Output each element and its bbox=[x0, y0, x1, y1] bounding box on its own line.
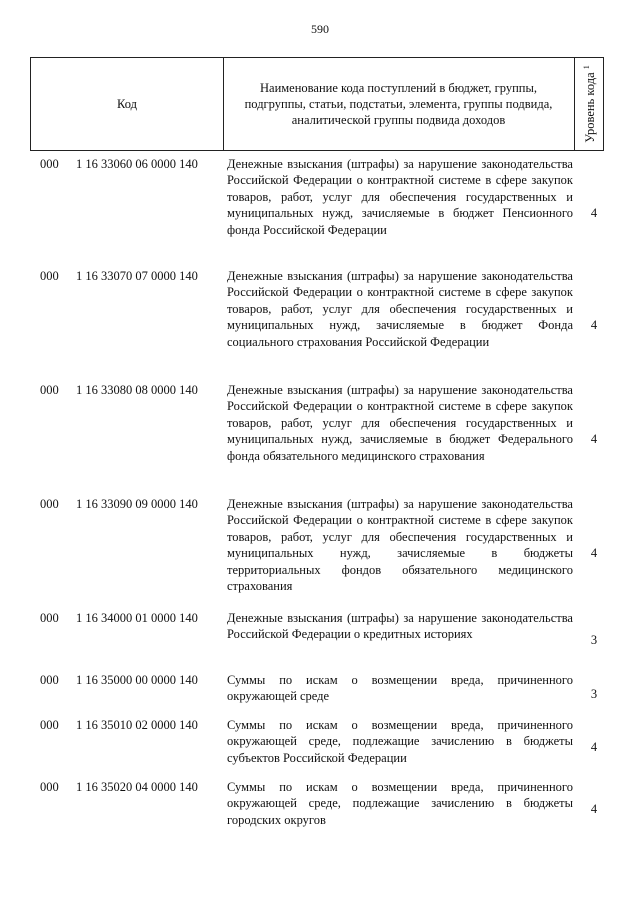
admin-code: 000 bbox=[40, 673, 59, 687]
page-number: 590 bbox=[311, 22, 329, 36]
header-name bbox=[223, 58, 575, 150]
header-code-label: Код bbox=[117, 96, 137, 111]
admin-code: 000 bbox=[40, 780, 59, 794]
income-code: 1 16 34000 01 0000 140 bbox=[76, 611, 198, 625]
income-code: 1 16 33080 08 0000 140 bbox=[76, 383, 198, 397]
code-level: 4 bbox=[590, 802, 598, 816]
admin-code: 000 bbox=[40, 497, 59, 511]
income-description: Денежные взыскания (штрафы) за нарушение законодательства Российской Федерации о контрактной системе в сфере закупок товаров, работ, услуг для обеспечения государственных и муниципальных нужд, зачисляемые в бюджеты территориальных фондов обязательного медицинского страхования bbox=[227, 497, 573, 594]
admin-code: 000 bbox=[40, 718, 59, 732]
header-level-text: Уровень кода bbox=[583, 72, 598, 143]
income-code: 1 16 33070 07 0000 140 bbox=[76, 269, 198, 283]
income-description: Суммы по искам о возмещении вреда, причиненного окружающей среде, подлежащие зачислению в бюджеты субъектов Российской Федерации bbox=[227, 718, 573, 765]
code-level: 3 bbox=[590, 687, 598, 701]
income-code: 1 16 35000 00 0000 140 bbox=[76, 673, 198, 687]
income-code: 1 16 33060 06 0000 140 bbox=[76, 157, 198, 171]
table-header bbox=[30, 57, 604, 151]
income-code: 1 16 33090 09 0000 140 bbox=[76, 497, 198, 511]
admin-code: 000 bbox=[40, 157, 59, 171]
income-description: Денежные взыскания (штрафы) за нарушение законодательства Российской Федерации о кредитных историях bbox=[227, 611, 573, 642]
code-level: 4 bbox=[590, 318, 598, 332]
admin-code: 000 bbox=[40, 269, 59, 283]
code-level: 4 bbox=[590, 740, 598, 754]
header-level-footnote: 1 bbox=[581, 65, 591, 70]
income-code: 1 16 35010 02 0000 140 bbox=[76, 718, 198, 732]
code-level: 4 bbox=[590, 432, 598, 446]
code-level: 3 bbox=[590, 633, 598, 647]
admin-code: 000 bbox=[40, 383, 59, 397]
admin-code: 000 bbox=[40, 611, 59, 625]
header-level-label bbox=[582, 65, 598, 143]
income-description: Суммы по искам о возмещении вреда, причиненного окружающей среде bbox=[227, 673, 573, 704]
code-level: 4 bbox=[590, 206, 598, 220]
income-code: 1 16 35020 04 0000 140 bbox=[76, 780, 198, 794]
income-description: Суммы по искам о возмещении вреда, причиненного окружающей среде, подлежащие зачислению в бюджеты городских округов bbox=[227, 780, 573, 827]
income-description: Денежные взыскания (штрафы) за нарушение законодательства Российской Федерации о контрактной системе в сфере закупок товаров, работ, услуг для обеспечения государственных и муниципальных нужд, зачисляемые в бюджет Федерального фонда обязательного медицинского страхования bbox=[227, 383, 573, 463]
income-description: Денежные взыскания (штрафы) за нарушение законодательства Российской Федерации о контрактной системе в сфере закупок товаров, работ, услуг для обеспечения государственных и муниципальных нужд, зачисляемые в бюджет Пенсионного фонда Российской Федерации bbox=[227, 157, 573, 237]
code-level: 4 bbox=[590, 546, 598, 560]
header-name-label: Наименование кода поступлений в бюджет, группы, подгруппы, статьи, подстатьи, элемента, группы подвида, аналитической группы подвида доходов bbox=[244, 81, 553, 127]
header-code bbox=[31, 58, 224, 150]
income-description: Денежные взыскания (штрафы) за нарушение законодательства Российской Федерации о контрактной системе в сфере закупок товаров, работ, услуг для обеспечения государственных и муниципальных нужд, зачисляемые в бюджет Фонда социального страхования Российской Федерации bbox=[227, 269, 573, 349]
header-level bbox=[575, 58, 605, 150]
